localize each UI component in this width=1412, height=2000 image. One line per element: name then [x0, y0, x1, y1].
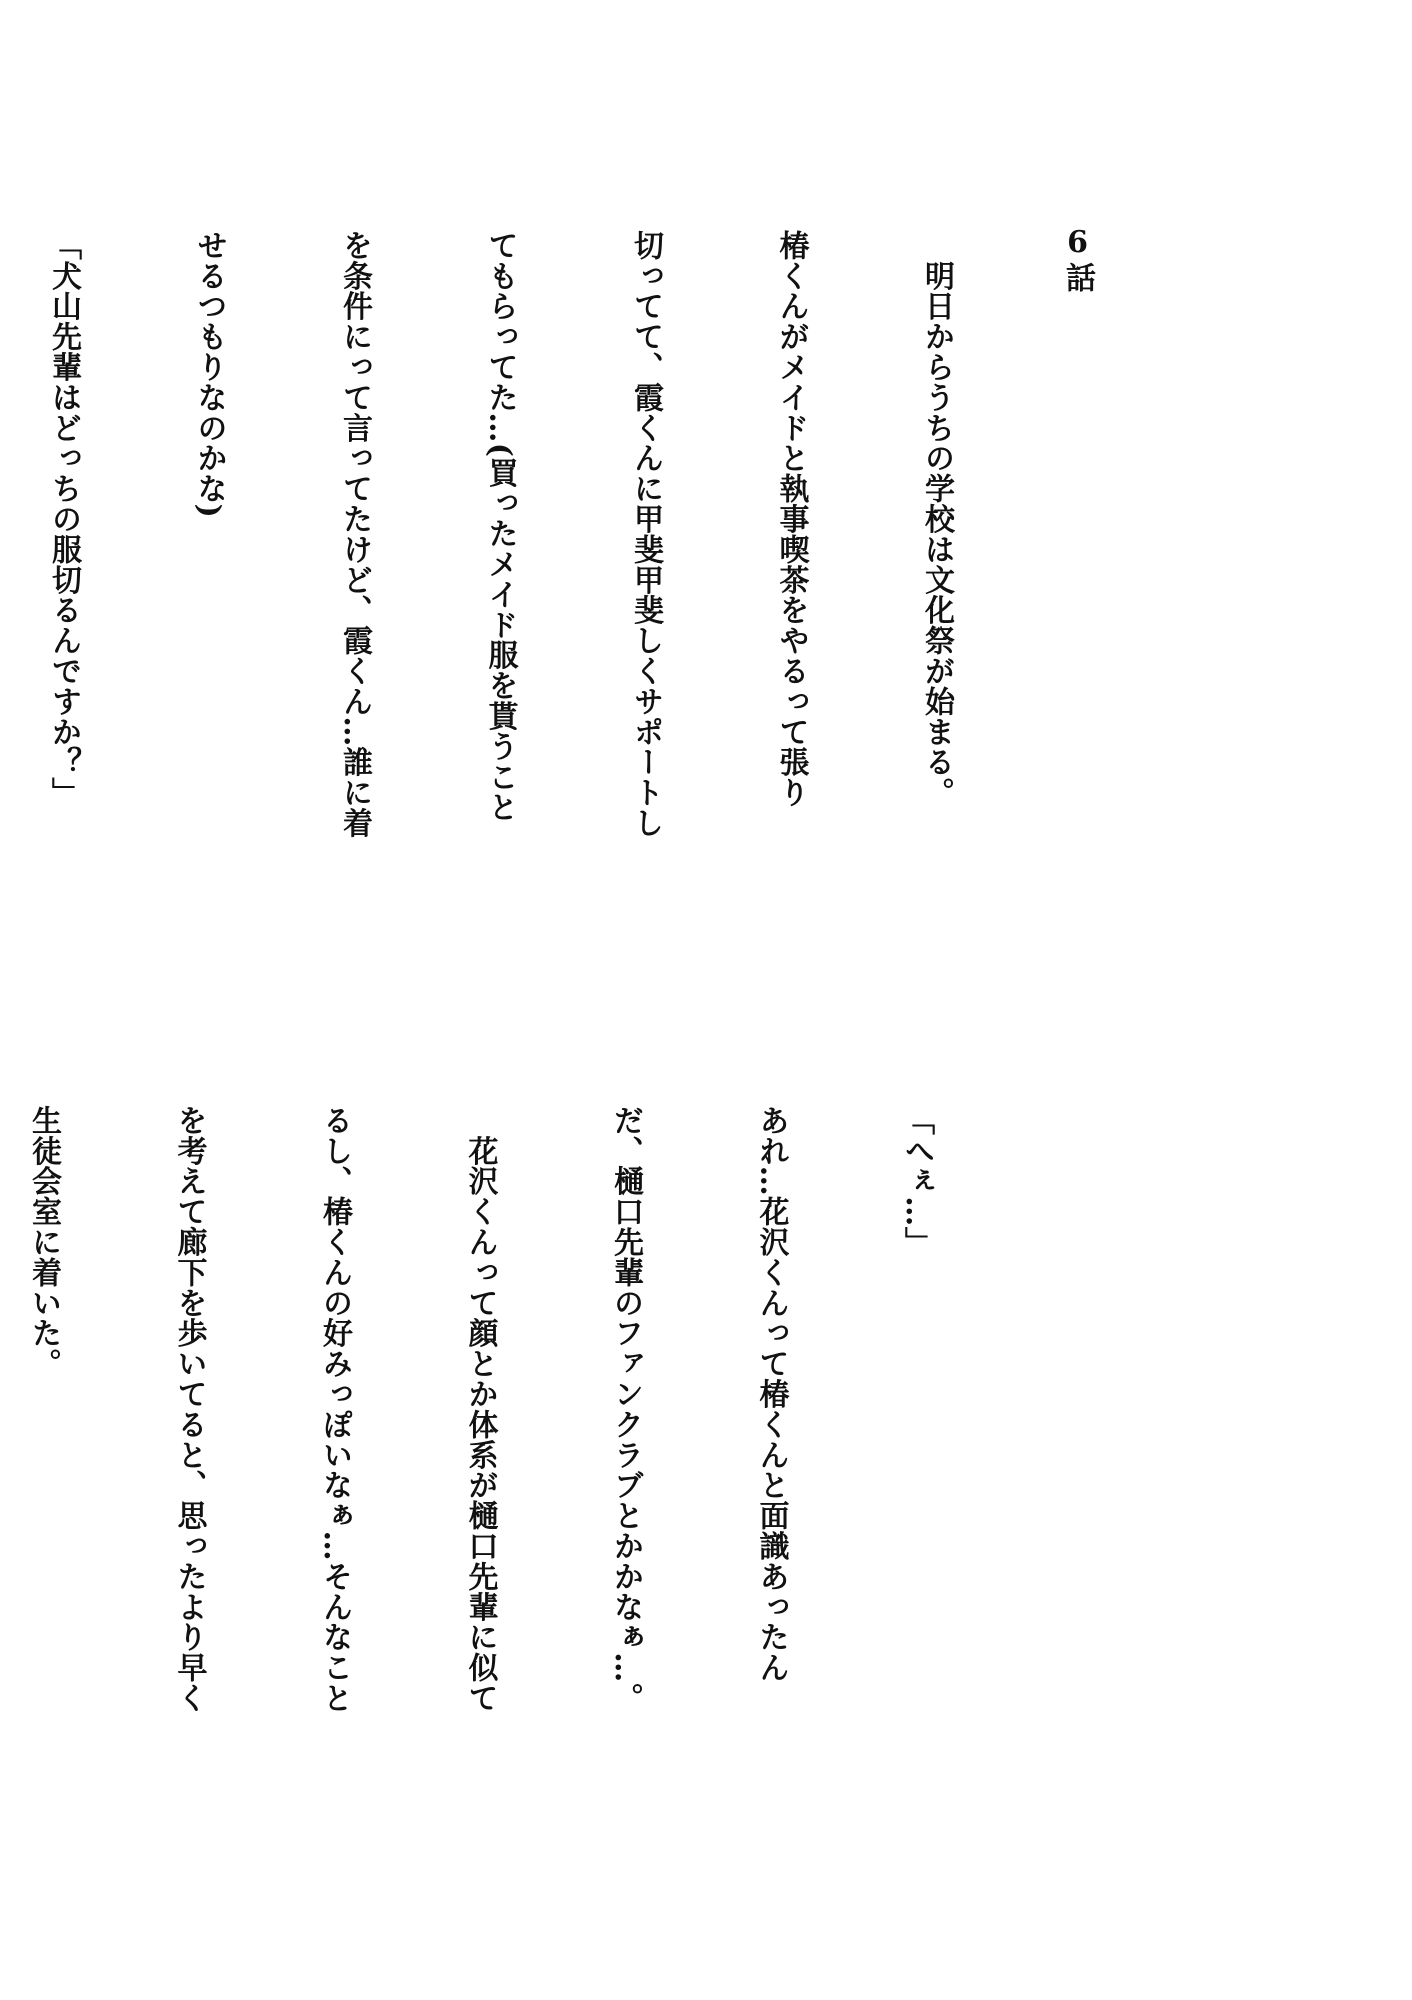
text-line: だ、樋口先輩のファンクラブとかかなぁ…。: [608, 1105, 643, 1713]
text-block-top: [0, 230, 1057, 960]
text-line: あれ…花沢くんって椿くんと面識あったん: [753, 1105, 789, 1683]
text-line: 「犬山先輩はどっちの服切るんですか？」: [46, 230, 81, 808]
text-line: 「へぇ…」: [899, 1105, 934, 1257]
text-line: るし、椿くんの好みっぽいなぁ…そんなこと: [317, 1105, 352, 1713]
text-line: を考えて廊下を歩いてると、思ったより早く: [171, 1105, 207, 1713]
text-block-bottom: [0, 1105, 1037, 1835]
text-line: てもらってた…(買ったメイド服を貰うこと: [482, 230, 518, 823]
chapter-title: 6話: [1060, 225, 1095, 294]
text-line: 明日からうちの学校は文化祭が始まる。: [919, 230, 954, 808]
text-line: を条件にって言ってたけど、霞くん…誰に着: [337, 230, 372, 838]
text-line: 切ってて、霞くんに甲斐甲斐しくサポートし: [628, 230, 663, 838]
text-line: 生徒会室に着いた。: [26, 1105, 61, 1379]
text-line: 椿くんがメイドと執事喫茶をやるって張り: [773, 230, 809, 808]
text-line: せるつもりなのかな): [191, 230, 227, 519]
text-line: 花沢くんって顔とか体系が樋口先輩に似て: [462, 1105, 498, 1713]
